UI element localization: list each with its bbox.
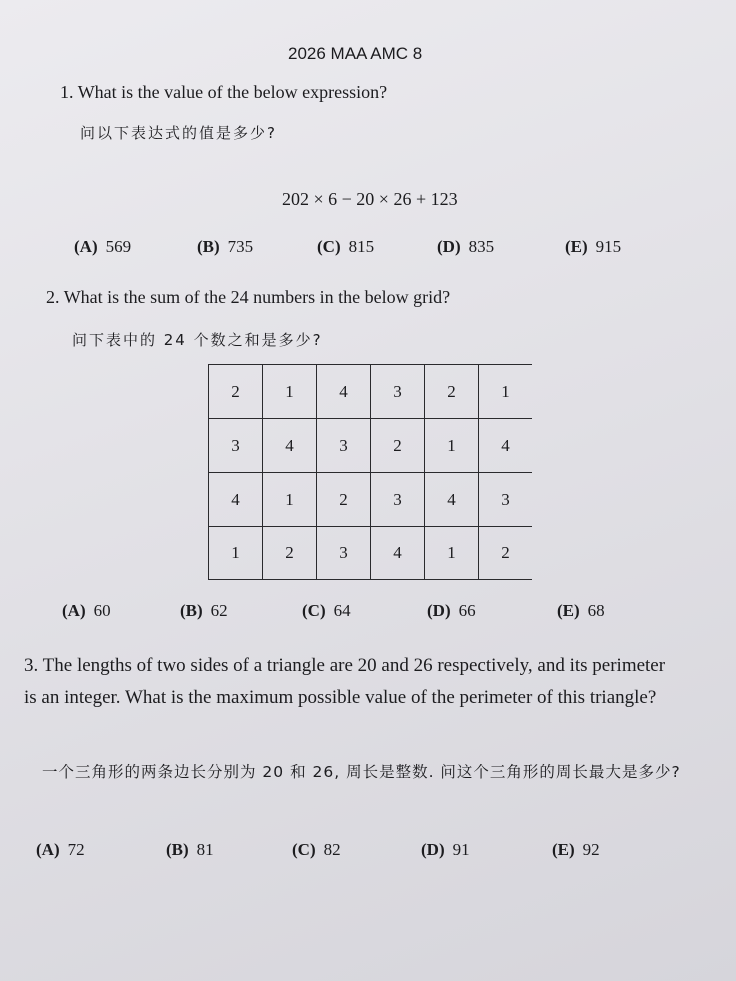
choice-value: 915 (595, 237, 622, 256)
question-text: What is the sum of the 24 numbers in the below grid? (63, 287, 451, 307)
choice-value: 815 (348, 237, 375, 256)
choice-value: 91 (452, 840, 470, 859)
choice-value: 68 (587, 601, 605, 620)
grid-cell: 2 (424, 364, 478, 418)
question-text: What is the value of the below expression? (77, 82, 388, 102)
question-2 (46, 287, 450, 308)
grid-cell: 2 (208, 364, 262, 418)
choice-letter: (E) (552, 840, 575, 859)
question-1 (60, 82, 387, 103)
grid-cell: 2 (262, 526, 316, 580)
grid-cell: 3 (370, 472, 424, 526)
choice-value: 835 (468, 237, 495, 256)
grid-cell: 3 (208, 418, 262, 472)
grid-cell: 4 (370, 526, 424, 580)
q2-choice-d[interactable] (427, 601, 476, 621)
grid-cell: 2 (316, 472, 370, 526)
choice-letter: (B) (166, 840, 189, 859)
choice-letter: (C) (302, 601, 326, 620)
q3-choice-e[interactable] (552, 840, 600, 860)
choice-letter: (E) (557, 601, 580, 620)
choice-letter: (A) (62, 601, 86, 620)
q3-choice-a[interactable] (36, 840, 85, 860)
grid-cell: 3 (370, 364, 424, 418)
grid-cell: 3 (316, 418, 370, 472)
q3-choice-d[interactable] (421, 840, 470, 860)
grid-cell: 4 (208, 472, 262, 526)
q1-choice-c[interactable] (317, 237, 374, 257)
choice-letter: (C) (317, 237, 341, 256)
choice-value: 72 (67, 840, 85, 859)
q1-choice-b[interactable] (197, 237, 253, 257)
question-3 (24, 650, 674, 714)
grid-cell: 1 (262, 472, 316, 526)
choice-value: 735 (227, 237, 254, 256)
q2-choice-b[interactable] (180, 601, 228, 621)
q3-choice-b[interactable] (166, 840, 214, 860)
grid-cell: 3 (478, 472, 532, 526)
q1-choice-d[interactable] (437, 237, 494, 257)
question-number: 1. (60, 82, 74, 102)
grid-cell: 3 (316, 526, 370, 580)
choice-value: 60 (93, 601, 111, 620)
choice-letter: (A) (36, 840, 60, 859)
choice-letter: (B) (197, 237, 220, 256)
question-number: 2. (46, 287, 60, 307)
expression: 202 × 6 − 20 × 26 + 123 (282, 189, 458, 209)
q1-choice-e[interactable] (565, 237, 621, 257)
q3-choice-c[interactable] (292, 840, 341, 860)
grid-cell: 1 (262, 364, 316, 418)
grid-cell: 2 (478, 526, 532, 580)
choice-value: 62 (210, 601, 228, 620)
choice-letter: (E) (565, 237, 588, 256)
question-text: The lengths of two sides of a triangle are 20 and 26 respectively, and its perimeter is an integer. What is the maximum possible value of the perimeter of this triangle? (24, 655, 666, 708)
choice-letter: (A) (74, 237, 98, 256)
choice-value: 92 (582, 840, 600, 859)
q2-choice-e[interactable] (557, 601, 605, 621)
choice-letter: (D) (421, 840, 445, 859)
grid-cell: 4 (316, 364, 370, 418)
choice-value: 569 (105, 237, 132, 256)
number-grid (208, 364, 532, 580)
question-3-zh: 一个三角形的两条边长分别为 20 和 26, 周长是整数. 问这个三角形的周长最大是多少? (42, 763, 681, 781)
grid-cell: 1 (424, 526, 478, 580)
choice-letter: (C) (292, 840, 316, 859)
choice-value: 82 (323, 840, 341, 859)
grid-cell: 4 (478, 418, 532, 472)
q2-choice-c[interactable] (302, 601, 351, 621)
choice-value: 81 (196, 840, 214, 859)
choice-letter: (B) (180, 601, 203, 620)
grid-cell: 1 (478, 364, 532, 418)
question-number: 3. (24, 655, 39, 676)
grid-cell: 4 (424, 472, 478, 526)
question-1-zh: 问以下表达式的值是多少? (80, 124, 277, 142)
page-title: 2026 MAA AMC 8 (288, 44, 423, 63)
choice-letter: (D) (427, 601, 451, 620)
question-2-zh: 问下表中的 24 个数之和是多少? (72, 331, 323, 349)
grid-cell: 2 (370, 418, 424, 472)
q1-choice-a[interactable] (74, 237, 131, 257)
choice-value: 66 (458, 601, 476, 620)
grid-cell: 1 (424, 418, 478, 472)
grid-cell: 4 (262, 418, 316, 472)
choice-letter: (D) (437, 237, 461, 256)
choice-value: 64 (333, 601, 351, 620)
grid-cell: 1 (208, 526, 262, 580)
q2-choice-a[interactable] (62, 601, 111, 621)
